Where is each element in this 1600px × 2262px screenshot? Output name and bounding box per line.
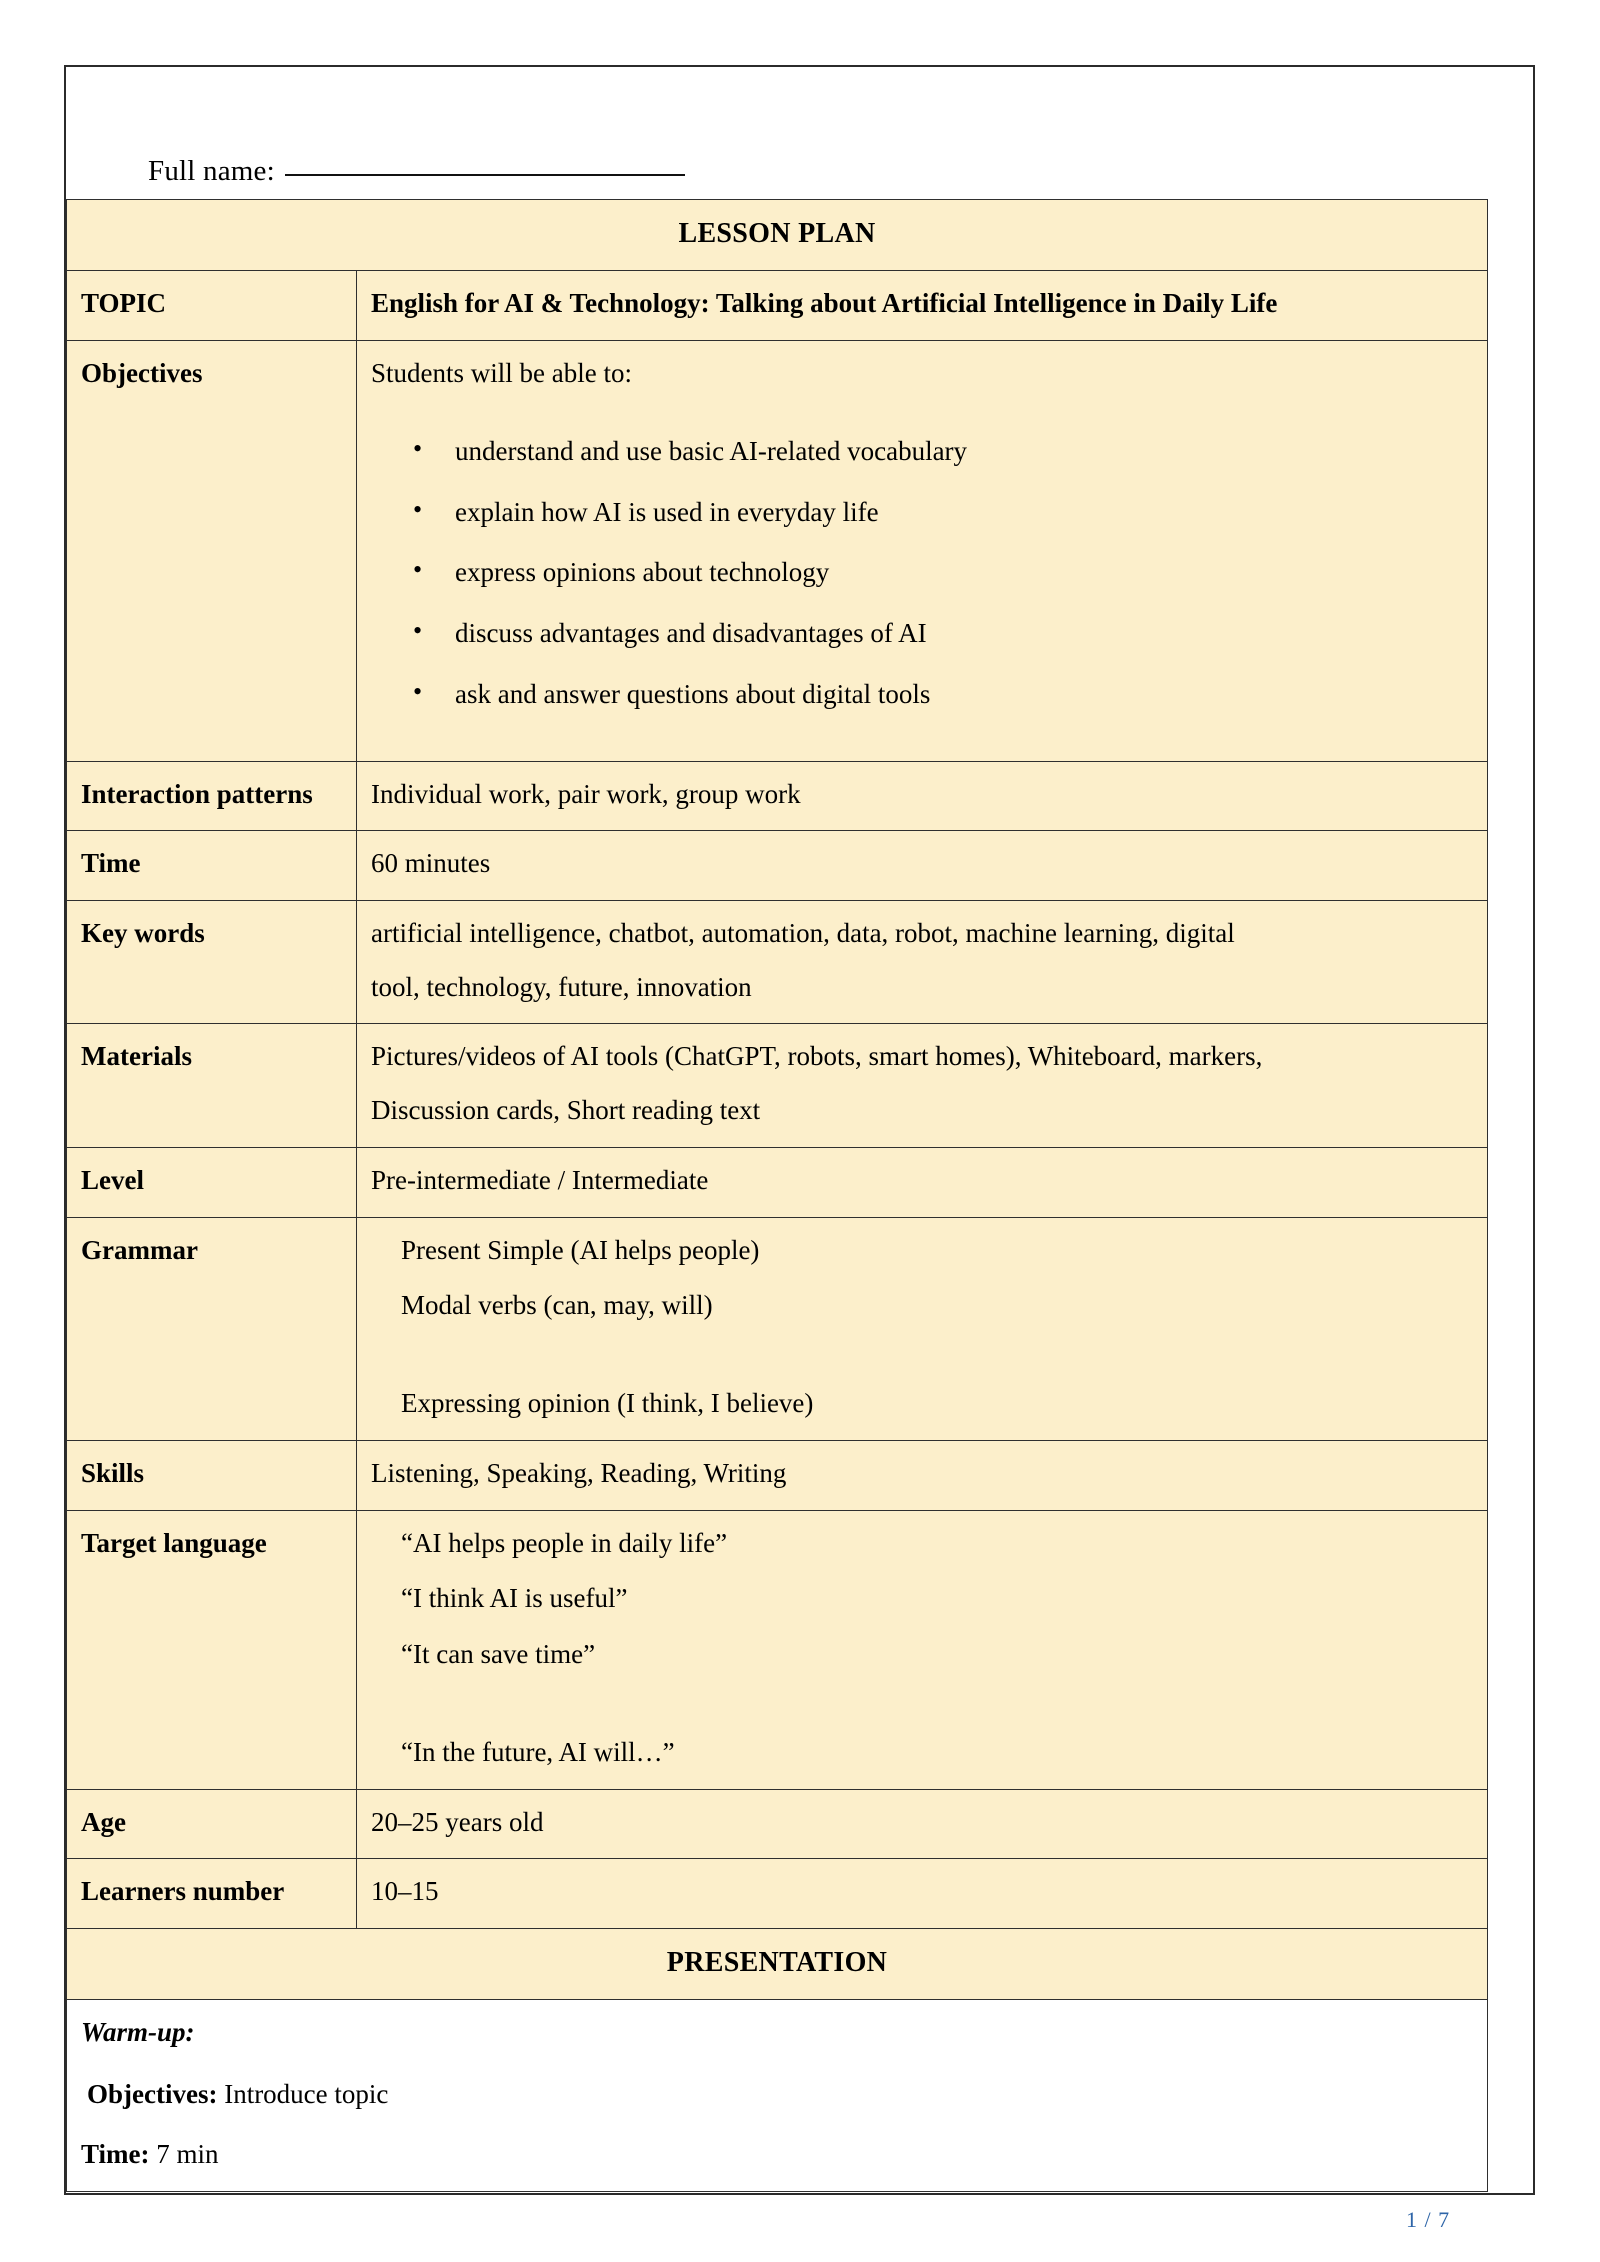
table-row-time (67, 831, 1488, 901)
row-label-skills: Skills (67, 1440, 357, 1510)
grammar-line-3: Expressing opinion (I think, I believe) (401, 1388, 814, 1419)
lesson-plan-table (66, 199, 1488, 2192)
full-name-label: Full name: (148, 155, 275, 187)
materials-line-2: Discussion cards, Short reading text (371, 1095, 761, 1126)
table-row-presentation-body (67, 2000, 1488, 2191)
grammar-lines (371, 1229, 1473, 1426)
presentation-body (67, 2000, 1488, 2191)
list-item (413, 673, 1473, 717)
table-row-presentation-banner (67, 1928, 1488, 1999)
warm-up-time-label: Time: (81, 2138, 150, 2169)
full-name-blank-rule (285, 174, 685, 176)
materials-line-1: Pictures/videos of AI tools (ChatGPT, robots, smart homes), Whiteboard, markers, (371, 1041, 1263, 1072)
row-value-materials (357, 1024, 1488, 1147)
list-item-label: explain how AI is used in everyday life (455, 496, 879, 527)
row-label-time: Time (67, 831, 357, 901)
target-language-line-2: “I think AI is useful” (401, 1583, 628, 1614)
row-label-age: Age (67, 1789, 357, 1859)
row-value-key-words (357, 900, 1488, 1023)
row-label-materials: Materials (67, 1024, 357, 1147)
warm-up-time-value: 7 min (149, 2138, 219, 2169)
row-value-learners-number: 10–15 (357, 1859, 1488, 1929)
key-words-line-1: artificial intelligence, chatbot, automation, data, robot, machine learning, digital (371, 917, 1235, 948)
list-item-label: express opinions about technology (455, 557, 830, 588)
row-value-skills: Listening, Speaking, Reading, Writing (357, 1440, 1488, 1510)
warm-up-objectives-value: Introduce topic (217, 2079, 389, 2110)
table-row-interaction-patterns (67, 761, 1488, 831)
table-row-materials (67, 1024, 1488, 1147)
target-language-line-3: “It can save time” (401, 1639, 596, 1670)
presentation-banner: PRESENTATION (67, 1928, 1488, 1999)
row-value-grammar (357, 1217, 1488, 1440)
list-item-label: discuss advantages and disadvantages of AI (455, 618, 927, 649)
table-row-learners-number (67, 1859, 1488, 1929)
row-value-target-language (357, 1510, 1488, 1789)
table-row-level (67, 1147, 1488, 1217)
key-words-line-2: tool, technology, future, innovation (371, 971, 752, 1002)
row-value-age: 20–25 years old (357, 1789, 1488, 1859)
bullet-icon: • (413, 555, 423, 585)
row-label-learners-number: Learners number (67, 1859, 357, 1929)
target-language-spacer (401, 1689, 1473, 1731)
target-language-line-1: “AI helps people in daily life” (401, 1527, 728, 1558)
table-row-skills (67, 1440, 1488, 1510)
bullet-icon: • (413, 494, 423, 524)
bullet-icon: • (413, 616, 423, 646)
list-item (413, 430, 1473, 474)
list-item (413, 612, 1473, 656)
row-label-level: Level (67, 1147, 357, 1217)
row-value-time: 60 minutes (357, 831, 1488, 901)
table-row-title-banner (67, 200, 1488, 271)
warm-up-objectives-label: Objectives: (87, 2079, 218, 2110)
bullet-icon: • (413, 433, 423, 463)
page-number: 1 / 7 (1406, 2207, 1451, 2232)
list-item (413, 491, 1473, 535)
table-row-age (67, 1789, 1488, 1859)
list-item-label: ask and answer questions about digital tools (455, 678, 931, 709)
row-label-key-words: Key words (67, 900, 357, 1023)
row-value-interaction-patterns: Individual work, pair work, group work (357, 761, 1488, 831)
list-item (413, 551, 1473, 595)
row-label-target-language: Target language (67, 1510, 357, 1789)
table-row-topic (67, 271, 1488, 341)
row-value-topic: English for AI & Technology: Talking about Artificial Intelligence in Daily Life (357, 271, 1488, 341)
row-value-level: Pre-intermediate / Intermediate (357, 1147, 1488, 1217)
row-label-objectives: Objectives (67, 341, 357, 761)
table-row-target-language (67, 1510, 1488, 1789)
list-item-label: understand and use basic AI-related vocabulary (455, 435, 968, 466)
table-row-objectives (67, 341, 1488, 761)
row-label-grammar: Grammar (67, 1217, 357, 1440)
row-value-objectives (357, 341, 1488, 761)
target-language-line-4: “In the future, AI will…” (401, 1736, 675, 1767)
warm-up-objectives (81, 2073, 1473, 2117)
grammar-line-2: Modal verbs (can, may, will) (401, 1290, 713, 1321)
objectives-intro: Students will be able to: (371, 358, 632, 389)
lesson-plan-banner: LESSON PLAN (67, 200, 1488, 271)
objectives-list (371, 430, 1473, 717)
row-label-topic: TOPIC (67, 271, 357, 341)
grammar-line-1: Present Simple (AI helps people) (401, 1234, 760, 1265)
warm-up-heading: Warm-up: (81, 2017, 195, 2048)
document-page (64, 65, 1535, 2232)
full-name-field (148, 155, 685, 188)
table-row-grammar (67, 1217, 1488, 1440)
bullet-icon: • (413, 676, 423, 706)
target-language-lines (371, 1522, 1473, 1775)
warm-up-time (81, 2133, 1473, 2177)
grammar-spacer (401, 1340, 1473, 1382)
table-row-key-words (67, 900, 1488, 1023)
row-label-interaction-patterns: Interaction patterns (67, 761, 357, 831)
